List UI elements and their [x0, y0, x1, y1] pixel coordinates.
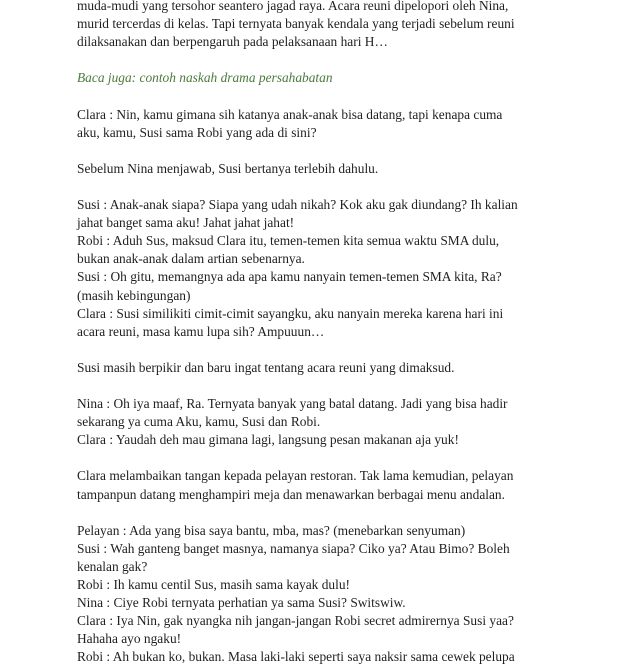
text-line: acara reuni, masa kamu lupa sih? Ampuuun… [77, 323, 325, 339]
text-line: kenalan gak? [77, 558, 148, 574]
text-line: tampanpun datang menghampiri meja dan menawarkan berbagai menu andalan. [77, 486, 505, 502]
text-line: Nina : Oh iya maaf, Ra. Ternyata banyak yang batal datang. Jadi yang bisa hadir [77, 396, 508, 412]
baca-juga-link[interactable]: contoh naskah drama persahabatan [139, 70, 333, 86]
text-line: Nina : Ciye Robi ternyata perhatian ya sama Susi? Switswiw. [77, 595, 406, 611]
paragraph-dialogue-4 [77, 522, 597, 666]
paragraph-intro [77, 0, 597, 51]
text-line: Pelayan : Ada yang bisa saya bantu, mba, mas? (menebarkan senyuman) [77, 522, 466, 538]
text-line: jahat banget sama aku! Jahat jahat jahat! [77, 215, 295, 231]
paragraph-dialogue-1 [77, 106, 597, 142]
paragraph-narration-1 [77, 160, 597, 178]
text-line: Clara : Nin, kamu gimana sih katanya anak-anak bisa datang, tapi kenapa cuma [77, 106, 503, 122]
text-line: aku, kamu, Susi sama Robi yang ada di sini? [77, 124, 317, 140]
text-line: Clara : Yaudah deh mau gimana lagi, langsung pesan makanan aja yuk! [77, 432, 459, 448]
text-line: bukan anak-anak dalam artian sebenarnya. [77, 251, 305, 267]
paragraph-narration-3 [77, 467, 597, 503]
baca-juga-line [77, 69, 597, 87]
text-line: Susi : Wah ganteng banget masnya, namanya siapa? Ciko ya? Atau Bimo? Boleh [77, 540, 510, 556]
text-line: Susi masih berpikir dan baru ingat tentang acara reuni yang dimaksud. [77, 359, 455, 375]
baca-juga-prefix: Baca juga: [77, 70, 137, 86]
text-line: Robi : Ih kamu centil Sus, masih sama kayak dulu! [77, 577, 350, 592]
text-line: (masih kebingungan) [77, 287, 191, 303]
text-line: dilaksanakan dan berpengaruh pada pelaksanaan hari H… [77, 34, 388, 50]
text-line: Clara : Iya Nin, gak nyangka nih jangan-jangan Robi secret admirernya Susi yaa? [77, 613, 514, 629]
document-body [77, 0, 597, 666]
text-line: Sebelum Nina menjawab, Susi bertanya terlebih dahulu. [77, 160, 379, 176]
text-line: Robi : Ah bukan ko, bukan. Masa laki-laki seperti saya naksir sama cewek pelupa [77, 649, 515, 665]
text-line: muda-mudi yang tersohor seantero jagad raya. Acara reuni dipelopori oleh Nina, [77, 0, 509, 13]
text-line: murid tercerdas di kelas. Tapi ternyata banyak kendala yang terjadi sebelum reuni [77, 16, 515, 32]
text-line: Clara melambaikan tangan kepada pelayan restoran. Tak lama kemudian, pelayan [77, 468, 514, 484]
text-line: Clara : Susi similikiti cimit-cimit sayangku, aku nanyain mereka karena hari ini [77, 305, 504, 321]
text-line: Hahaha ayo ngaku! [77, 631, 182, 647]
paragraph-narration-2 [77, 359, 597, 377]
text-line: Susi : Oh gitu, memangnya ada apa kamu nanyain temen-temen SMA kita, Ra? [77, 269, 502, 285]
text-line: Susi : Anak-anak siapa? Siapa yang udah nikah? Kok aku gak diundang? Ih kalian [77, 197, 518, 213]
text-line: sekarang ya cuma Aku, kamu, Susi dan Robi. [77, 414, 321, 430]
text-line: Robi : Aduh Sus, maksud Clara itu, temen-temen kita semua waktu SMA dulu, [77, 233, 500, 249]
paragraph-dialogue-2 [77, 196, 597, 341]
paragraph-dialogue-3 [77, 395, 597, 449]
